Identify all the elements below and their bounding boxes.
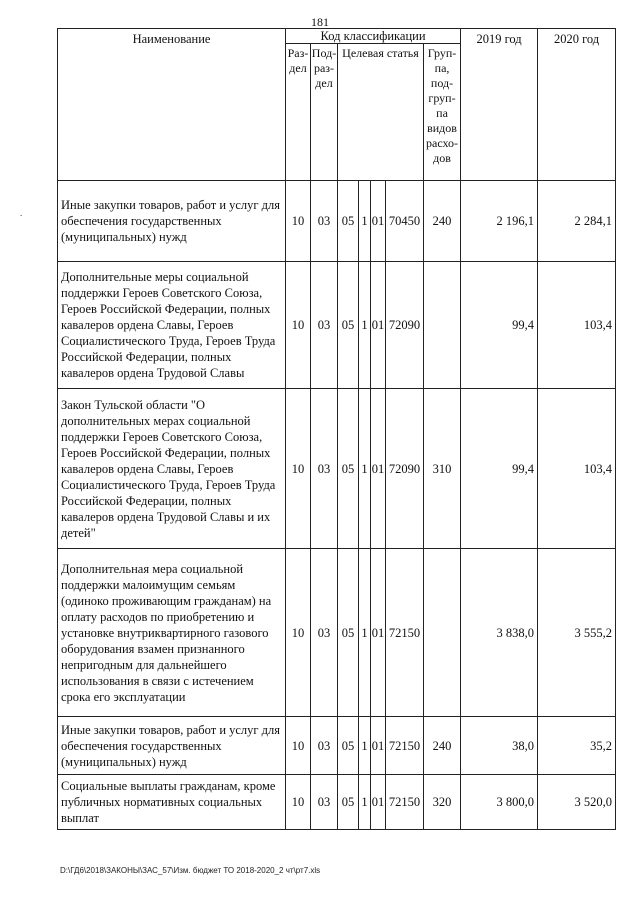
- row-value-2019: 3 838,0: [461, 549, 538, 717]
- row-target-article-4: 72150: [386, 549, 424, 717]
- row-value-2020: 3 555,2: [538, 549, 616, 717]
- header-razdel: Раз-дел: [286, 44, 311, 181]
- budget-table: [57, 28, 616, 830]
- row-name: Дополнительные меры социальной поддержки Героев Советского Союза, Героев Российской Федерации, полных кавалеров ордена Славы, Героев Социалистического Труда, Героев Труда Российской Федерации, полных кавалеров ордена Трудовой Славы: [58, 262, 286, 389]
- row-podrazdel: 03: [311, 389, 338, 549]
- row-name: Иные закупки товаров, работ и услуг для обеспечения государственных (муниципальных) нужд: [58, 181, 286, 262]
- row-podrazdel: 03: [311, 262, 338, 389]
- table-row: [58, 775, 616, 830]
- row-target-article-1: 05: [338, 717, 359, 775]
- row-target-article-4: 72090: [386, 262, 424, 389]
- row-group: 240: [424, 181, 461, 262]
- row-group: 320: [424, 775, 461, 830]
- row-group: 240: [424, 717, 461, 775]
- row-target-article-3: 01: [371, 717, 386, 775]
- row-razdel: 10: [286, 775, 311, 830]
- row-razdel: 10: [286, 181, 311, 262]
- row-target-article-4: 72150: [386, 775, 424, 830]
- row-target-article-2: 1: [359, 181, 371, 262]
- row-target-article-4: 70450: [386, 181, 424, 262]
- row-target-article-2: 1: [359, 775, 371, 830]
- header-year-2020: 2020 год: [538, 29, 616, 181]
- row-target-article-3: 01: [371, 181, 386, 262]
- row-group: 310: [424, 389, 461, 549]
- row-value-2020: 103,4: [538, 389, 616, 549]
- row-target-article-3: 01: [371, 775, 386, 830]
- row-target-article-3: 01: [371, 262, 386, 389]
- row-target-article-3: 01: [371, 389, 386, 549]
- row-target-article-4: 72090: [386, 389, 424, 549]
- row-target-article-2: 1: [359, 717, 371, 775]
- header-code-group: Код классификации: [286, 29, 461, 44]
- row-target-article-1: 05: [338, 389, 359, 549]
- row-value-2019: 99,4: [461, 389, 538, 549]
- row-target-article-1: 05: [338, 775, 359, 830]
- row-podrazdel: 03: [311, 775, 338, 830]
- header-group: Груп-па, под-груп-па видов расхо-дов: [424, 44, 461, 181]
- margin-mark: .: [20, 208, 23, 218]
- row-target-article-4: 72150: [386, 717, 424, 775]
- row-value-2019: 38,0: [461, 717, 538, 775]
- page-number: 181: [311, 15, 329, 29]
- header-podrazdel: Под-раз-дел: [311, 44, 338, 181]
- footer-file-path: D:\ГД6\2018\ЗАКОНЫ\ЗАС_57\Изм. бюджет ТО 2018-2020_2 чт\рт7.xls: [60, 866, 321, 875]
- row-group: [424, 549, 461, 717]
- row-value-2020: 3 520,0: [538, 775, 616, 830]
- row-target-article-1: 05: [338, 262, 359, 389]
- row-name: Иные закупки товаров, работ и услуг для обеспечения государственных (муниципальных) нужд: [58, 717, 286, 775]
- row-value-2019: 2 196,1: [461, 181, 538, 262]
- row-razdel: 10: [286, 549, 311, 717]
- row-target-article-3: 01: [371, 549, 386, 717]
- row-target-article-2: 1: [359, 262, 371, 389]
- header-name: Наименование: [58, 29, 286, 181]
- row-razdel: 10: [286, 717, 311, 775]
- table-row: [58, 181, 616, 262]
- row-name: Закон Тульской области "О дополнительных мерах социальной поддержки Героев Советского Союза, Героев Российской Федерации, полных кавалеров ордена Славы, Героев Социалистического Труда, Героев Труда Российской Федерации, полных кавалеров ордена Трудовой Славы и их детей": [58, 389, 286, 549]
- row-target-article-1: 05: [338, 181, 359, 262]
- table-row: [58, 389, 616, 549]
- row-podrazdel: 03: [311, 549, 338, 717]
- row-podrazdel: 03: [311, 717, 338, 775]
- table-row: [58, 717, 616, 775]
- table-row: [58, 262, 616, 389]
- row-value-2020: 2 284,1: [538, 181, 616, 262]
- row-value-2019: 3 800,0: [461, 775, 538, 830]
- row-name: Социальные выплаты гражданам, кроме публичных нормативных социальных выплат: [58, 775, 286, 830]
- row-value-2020: 103,4: [538, 262, 616, 389]
- row-name: Дополнительная мера социальной поддержки малоимущим семьям (одиноко проживающим гражданам) на оплату расходов по приобретению и установке внутриквартирного газового оборудования взамен признанного непригодным для дальнейшего использования в связи с истечением срока его эксплуатации: [58, 549, 286, 717]
- row-value-2020: 35,2: [538, 717, 616, 775]
- row-razdel: 10: [286, 389, 311, 549]
- row-target-article-2: 1: [359, 389, 371, 549]
- header-target-article: Целевая статья: [338, 44, 424, 181]
- row-podrazdel: 03: [311, 181, 338, 262]
- header-year-2019: 2019 год: [461, 29, 538, 181]
- table-row: [58, 549, 616, 717]
- row-value-2019: 99,4: [461, 262, 538, 389]
- row-target-article-1: 05: [338, 549, 359, 717]
- row-razdel: 10: [286, 262, 311, 389]
- table-body: [58, 181, 616, 830]
- row-group: [424, 262, 461, 389]
- row-target-article-2: 1: [359, 549, 371, 717]
